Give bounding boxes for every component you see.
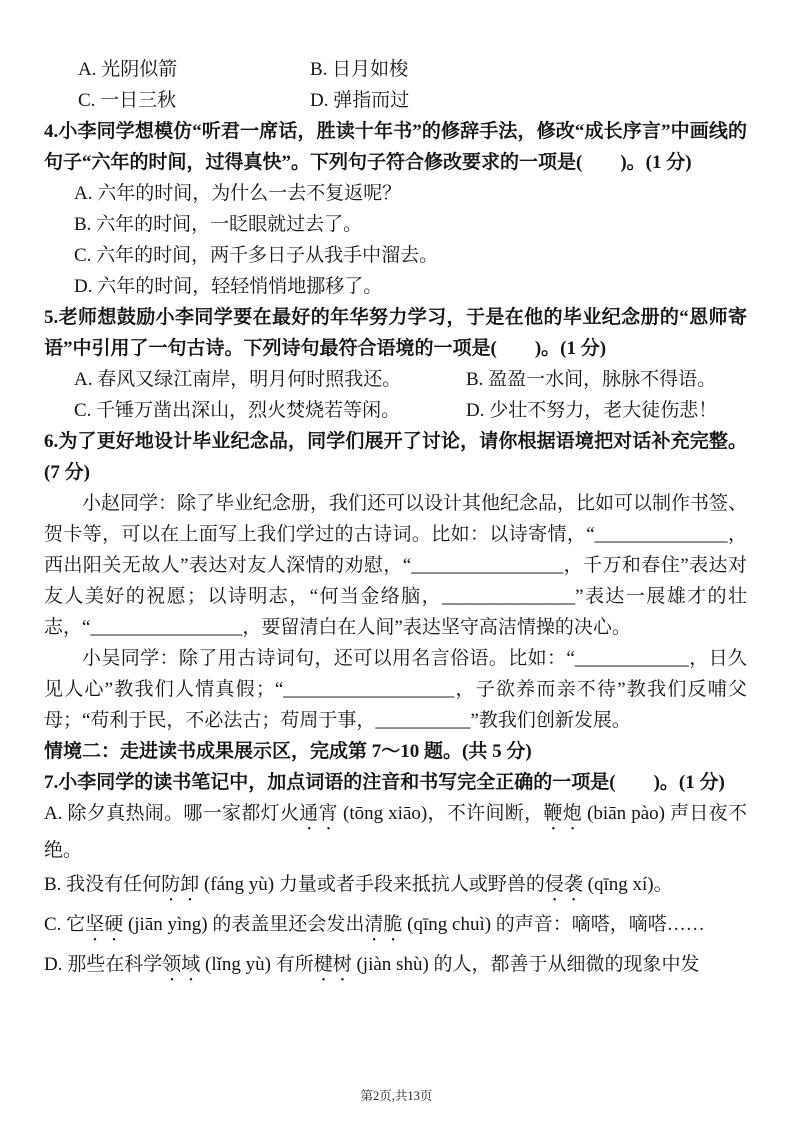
q7-option-a: A. 除夕真热闹。哪一家都灯火通宵 (tōng xiāo)，不许间断，鞭炮 (biān pào) 声日夜不绝。 <box>44 803 747 861</box>
q5-option-c: C. 千锤万凿出深山，烈火焚烧若等闲。 <box>74 400 401 421</box>
q4-option-a: A. 六年的时间，为什么一去不复返呢？ <box>74 183 402 204</box>
q5-stem: 5.老师想鼓励小李同学要在最好的年华努力学习，于是在他的毕业纪念册的“恩师寄语”中引用了一句古诗。下列诗句最符合语境的一项是( )。(1 分) <box>44 307 747 359</box>
q7-option-d: D. 那些在科学领域 (lǐng yù) 有所楗树 (jiàn shù) 的人，都善于从细微的现象中发 <box>44 954 700 975</box>
q4-stem: 4.小李同学想模仿“听君一席话，胜读十年书”的修辞手法，修改“成长序言”中画线的句子“六年的时间，过得真快”。下列句子符合修改要求的一项是( )。(1 分) <box>44 121 747 173</box>
q4-option-d: D. 六年的时间，轻轻悄悄地挪移了。 <box>74 276 383 297</box>
q7-option-c: C. 它坚硬 (jiān yìng) 的表盖里还会发出清脆 (qīng chuì) 的声音：嘀嗒，嘀嗒…… <box>44 914 705 935</box>
q5-options <box>74 364 747 426</box>
q5-option-a: A. 春风又绿江南岸，明月何时照我还。 <box>74 369 402 390</box>
q7-option-b: B. 我没有任何防卸 (fáng yù) 力量或者手段来抵抗人或野兽的侵袭 (qīng xí)。 <box>44 874 673 895</box>
q7-stem: 7.小李同学的读书笔记中，加点词语的注音和书写完全正确的一项是( )。(1 分) <box>44 772 725 793</box>
q6-dialog-zhao: 小赵同学：除了毕业纪念册，我们还可以设计其他纪念品，比如可以制作书签、贺卡等，可以在上面写上我们学过的古诗词。比如：以诗寄情，“______________，西出阳关无故人”表达对友人深情的劝慰，“________________，千万和春住”表达对友人美好的祝愿；以诗明志，“何当金络脑，______________”表达一展雄才的壮志，“________________，要留清白在人间”表达坚守高洁情操的决心。 <box>44 493 748 638</box>
q3-option-c: C. 一日三秋 <box>78 90 177 111</box>
q3-options <box>78 54 747 116</box>
q3-option-b: B. 日月如梭 <box>310 59 409 80</box>
q5-option-d: D. 少壮不努力，老大徒伤悲！ <box>466 400 718 421</box>
situation2-heading: 情境二：走进读书成果展示区，完成第 7～10 题。(共 5 分) <box>44 741 532 762</box>
q4-option-c: C. 六年的时间，两千多日子从我手中溜去。 <box>74 245 439 266</box>
q6-stem: 6.为了更好地设计毕业纪念品，同学们展开了讨论，请你根据语境把对话补充完整。(7 分) <box>44 431 747 483</box>
q5-option-b: B. 盈盈一水间，脉脉不得语。 <box>466 369 717 390</box>
q3-option-d: D. 弹指而过 <box>310 90 410 111</box>
q6-dialog-wu: 小吴同学：除了用古诗词句，还可以用名言俗语。比如：“____________，日久见人心”教我们人情真假；“__________________，子欲养而亲不待”教我们反哺父母；“苟利于民，不必法古；苟周于事，__________”教我们创新发展。 <box>44 648 747 731</box>
q3-option-a: A. 光阴似箭 <box>78 59 178 80</box>
q4-options <box>44 178 747 302</box>
page-footer: 第2页,共13页 <box>360 1089 433 1103</box>
q4-option-b: B. 六年的时间，一眨眼就过去了。 <box>74 214 363 235</box>
